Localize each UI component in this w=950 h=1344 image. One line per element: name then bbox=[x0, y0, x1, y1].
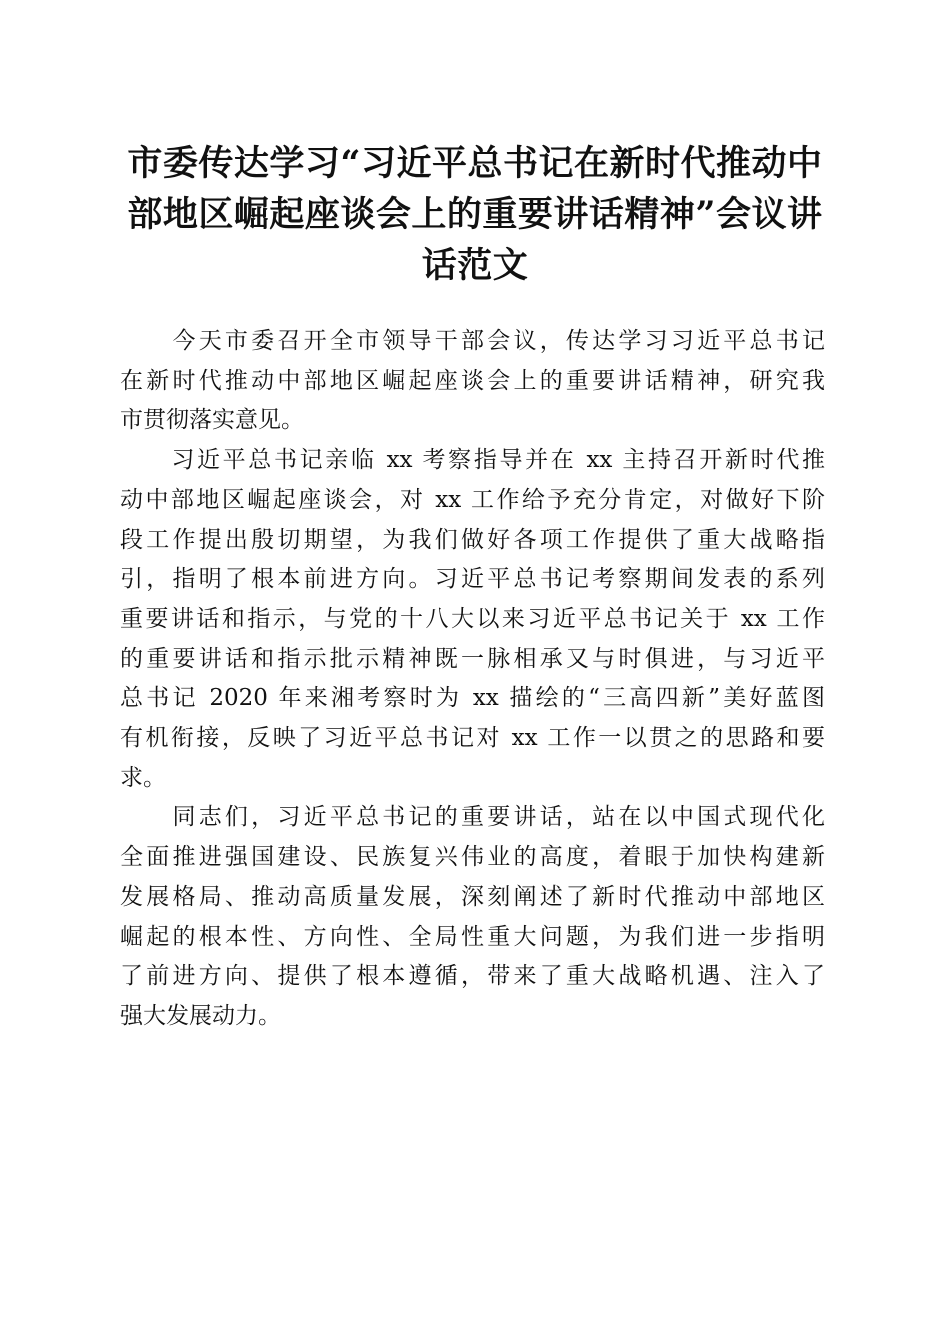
paragraph-3 bbox=[120, 798, 825, 1036]
text-line: 了前进方向、提供了根本遵循，带来了重大战略机遇、注入了 bbox=[120, 963, 825, 990]
text-line: 市贯彻落实意见。 bbox=[120, 407, 304, 434]
text-line: 全面推进强国建设、民族复兴伟业的高度，着眼于加快构建新 bbox=[120, 844, 825, 871]
paragraph-2 bbox=[120, 441, 825, 798]
title-line: 部地区崛起座谈会上的重要讲话精神”会议讲 bbox=[127, 194, 823, 235]
paragraph-1 bbox=[120, 322, 825, 441]
text-line: 有机衔接，反映了习近平总书记对 xx 工作一以贯之的思路和要 bbox=[120, 725, 825, 752]
text-line: 今天市委召开全市领导干部会议，传达学习习近平总书记 bbox=[120, 328, 825, 354]
text-line: 发展格局、推动高质量发展，深刻阐述了新时代推动中部地区 bbox=[120, 883, 825, 910]
text-line: 同志们，习近平总书记的重要讲话，站在以中国式现代化 bbox=[120, 804, 825, 831]
text-line: 重要讲话和指示，与党的十八大以来习近平总书记关于 xx 工作 bbox=[120, 605, 825, 632]
text-line: 习近平总书记亲临 xx 考察指导并在 xx 主持召开新时代推 bbox=[120, 447, 825, 474]
text-line: 引，指明了根本前进方向。习近平总书记考察期间发表的系列 bbox=[120, 566, 825, 593]
title-line: 市委传达学习“习近平总书记在新时代推动中 bbox=[127, 143, 823, 184]
text-line: 求。 bbox=[120, 764, 166, 791]
document-title bbox=[110, 138, 840, 291]
text-line: 崛起的根本性、方向性、全局性重大问题，为我们进一步指明 bbox=[120, 923, 825, 950]
text-line: 的重要讲话和指示批示精神既一脉相承又与时俱进，与习近平 bbox=[120, 645, 825, 672]
title-line: 话范文 bbox=[421, 245, 529, 286]
text-line: 在新时代推动中部地区崛起座谈会上的重要讲话精神，研究我 bbox=[120, 367, 825, 394]
text-line: 段工作提出殷切期望，为我们做好各项工作提供了重大战略指 bbox=[120, 526, 825, 553]
text-line: 动中部地区崛起座谈会，对 xx 工作给予充分肯定，对做好下阶 bbox=[120, 486, 825, 513]
text-line: 强大发展动力。 bbox=[120, 1002, 281, 1029]
text-line: 总书记 2020 年来湘考察时为 xx 描绘的“三高四新”美好蓝图 bbox=[120, 685, 825, 712]
document-body bbox=[120, 322, 825, 1037]
